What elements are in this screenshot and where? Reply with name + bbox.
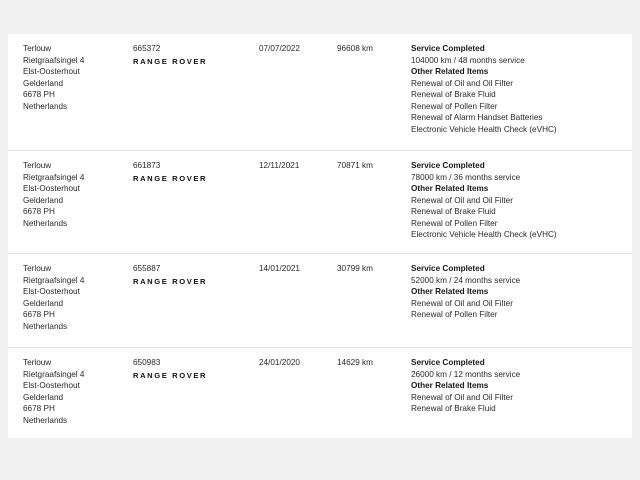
brand-logo: RANGE ROVER [133,174,208,183]
brand-logo: RANGE ROVER [133,277,208,286]
dealer-postcode: 6678 PH [23,404,55,413]
service-details [411,43,557,135]
related-item: Renewal of Brake Fluid [411,404,496,413]
related-item: Renewal of Brake Fluid [411,207,496,216]
related-item: Renewal of Brake Fluid [411,90,496,99]
dealer-name: Terlouw [23,161,52,170]
service-date: 14/01/2021 [259,264,300,273]
dealer-address [23,263,84,332]
related-item: Electronic Vehicle Health Check (eVHC) [411,230,557,239]
service-interval: 52000 km / 24 months service [411,275,521,285]
service-interval: 78000 km / 36 months service [411,172,521,182]
service-record-row [8,347,632,439]
related-item: Renewal of Oil and Oil Filter [411,392,513,402]
mileage: 30799 km [337,264,373,273]
dealer-province: Gelderland [23,78,64,88]
service-heading: Service Completed [411,44,485,53]
service-date: 12/11/2021 [259,161,300,170]
dealer-city: Elst-Oosterhout [23,381,80,390]
dealer-address [23,357,84,426]
mileage: 14629 km [337,358,373,367]
related-item: Renewal of Oil and Oil Filter [411,195,513,205]
dealer-city: Elst-Oosterhout [23,67,80,76]
dealer-postcode: 6678 PH [23,90,55,99]
dealer-country: Netherlands [23,218,68,228]
related-heading: Other Related Items [411,381,489,390]
dealer-reference: 661873 [133,161,161,170]
dealer-street: Rietgraafsingel 4 [23,369,85,379]
service-details [411,357,520,415]
service-record-row [8,34,632,150]
brand-logo: RANGE ROVER [133,371,208,380]
dealer-name: Terlouw [23,358,52,367]
service-heading: Service Completed [411,358,485,367]
related-heading: Other Related Items [411,67,489,76]
related-item: Electronic Vehicle Health Check (eVHC) [411,124,557,134]
dealer-country: Netherlands [23,101,68,111]
dealer-city: Elst-Oosterhout [23,184,80,193]
dealer-street: Rietgraafsingel 4 [23,275,85,285]
dealer-province: Gelderland [23,195,64,205]
dealer-city: Elst-Oosterhout [23,287,80,296]
service-heading: Service Completed [411,264,485,273]
service-date: 24/01/2020 [259,358,300,367]
related-item: Renewal of Pollen Filter [411,218,498,228]
mileage: 70871 km [337,161,373,170]
service-history-panel [8,34,632,438]
dealer-street: Rietgraafsingel 4 [23,172,85,182]
service-date: 07/07/2022 [259,44,300,53]
dealer-reference: 655887 [133,264,161,273]
related-heading: Other Related Items [411,184,489,193]
dealer-reference: 650983 [133,358,161,367]
related-item: Renewal of Alarm Handset Batteries [411,113,543,122]
dealer-postcode: 6678 PH [23,310,55,319]
dealer-address [23,160,84,229]
dealer-reference: 665372 [133,44,161,53]
dealer-country: Netherlands [23,321,68,331]
mileage: 96608 km [337,44,373,53]
related-item: Renewal of Oil and Oil Filter [411,78,513,88]
service-record-row [8,253,632,348]
dealer-street: Rietgraafsingel 4 [23,55,85,65]
related-heading: Other Related Items [411,287,489,296]
dealer-province: Gelderland [23,392,64,402]
related-item: Renewal of Pollen Filter [411,310,498,319]
service-details [411,160,557,241]
dealer-name: Terlouw [23,264,52,273]
dealer-name: Terlouw [23,44,52,53]
dealer-country: Netherlands [23,415,68,425]
service-heading: Service Completed [411,161,485,170]
brand-logo: RANGE ROVER [133,57,208,66]
service-interval: 26000 km / 12 months service [411,369,521,379]
related-item: Renewal of Oil and Oil Filter [411,298,513,308]
service-record-row [8,150,632,254]
dealer-address [23,43,84,112]
dealer-postcode: 6678 PH [23,207,55,216]
service-details [411,263,520,321]
dealer-province: Gelderland [23,298,64,308]
related-item: Renewal of Pollen Filter [411,101,498,111]
service-interval: 104000 km / 48 months service [411,55,525,65]
